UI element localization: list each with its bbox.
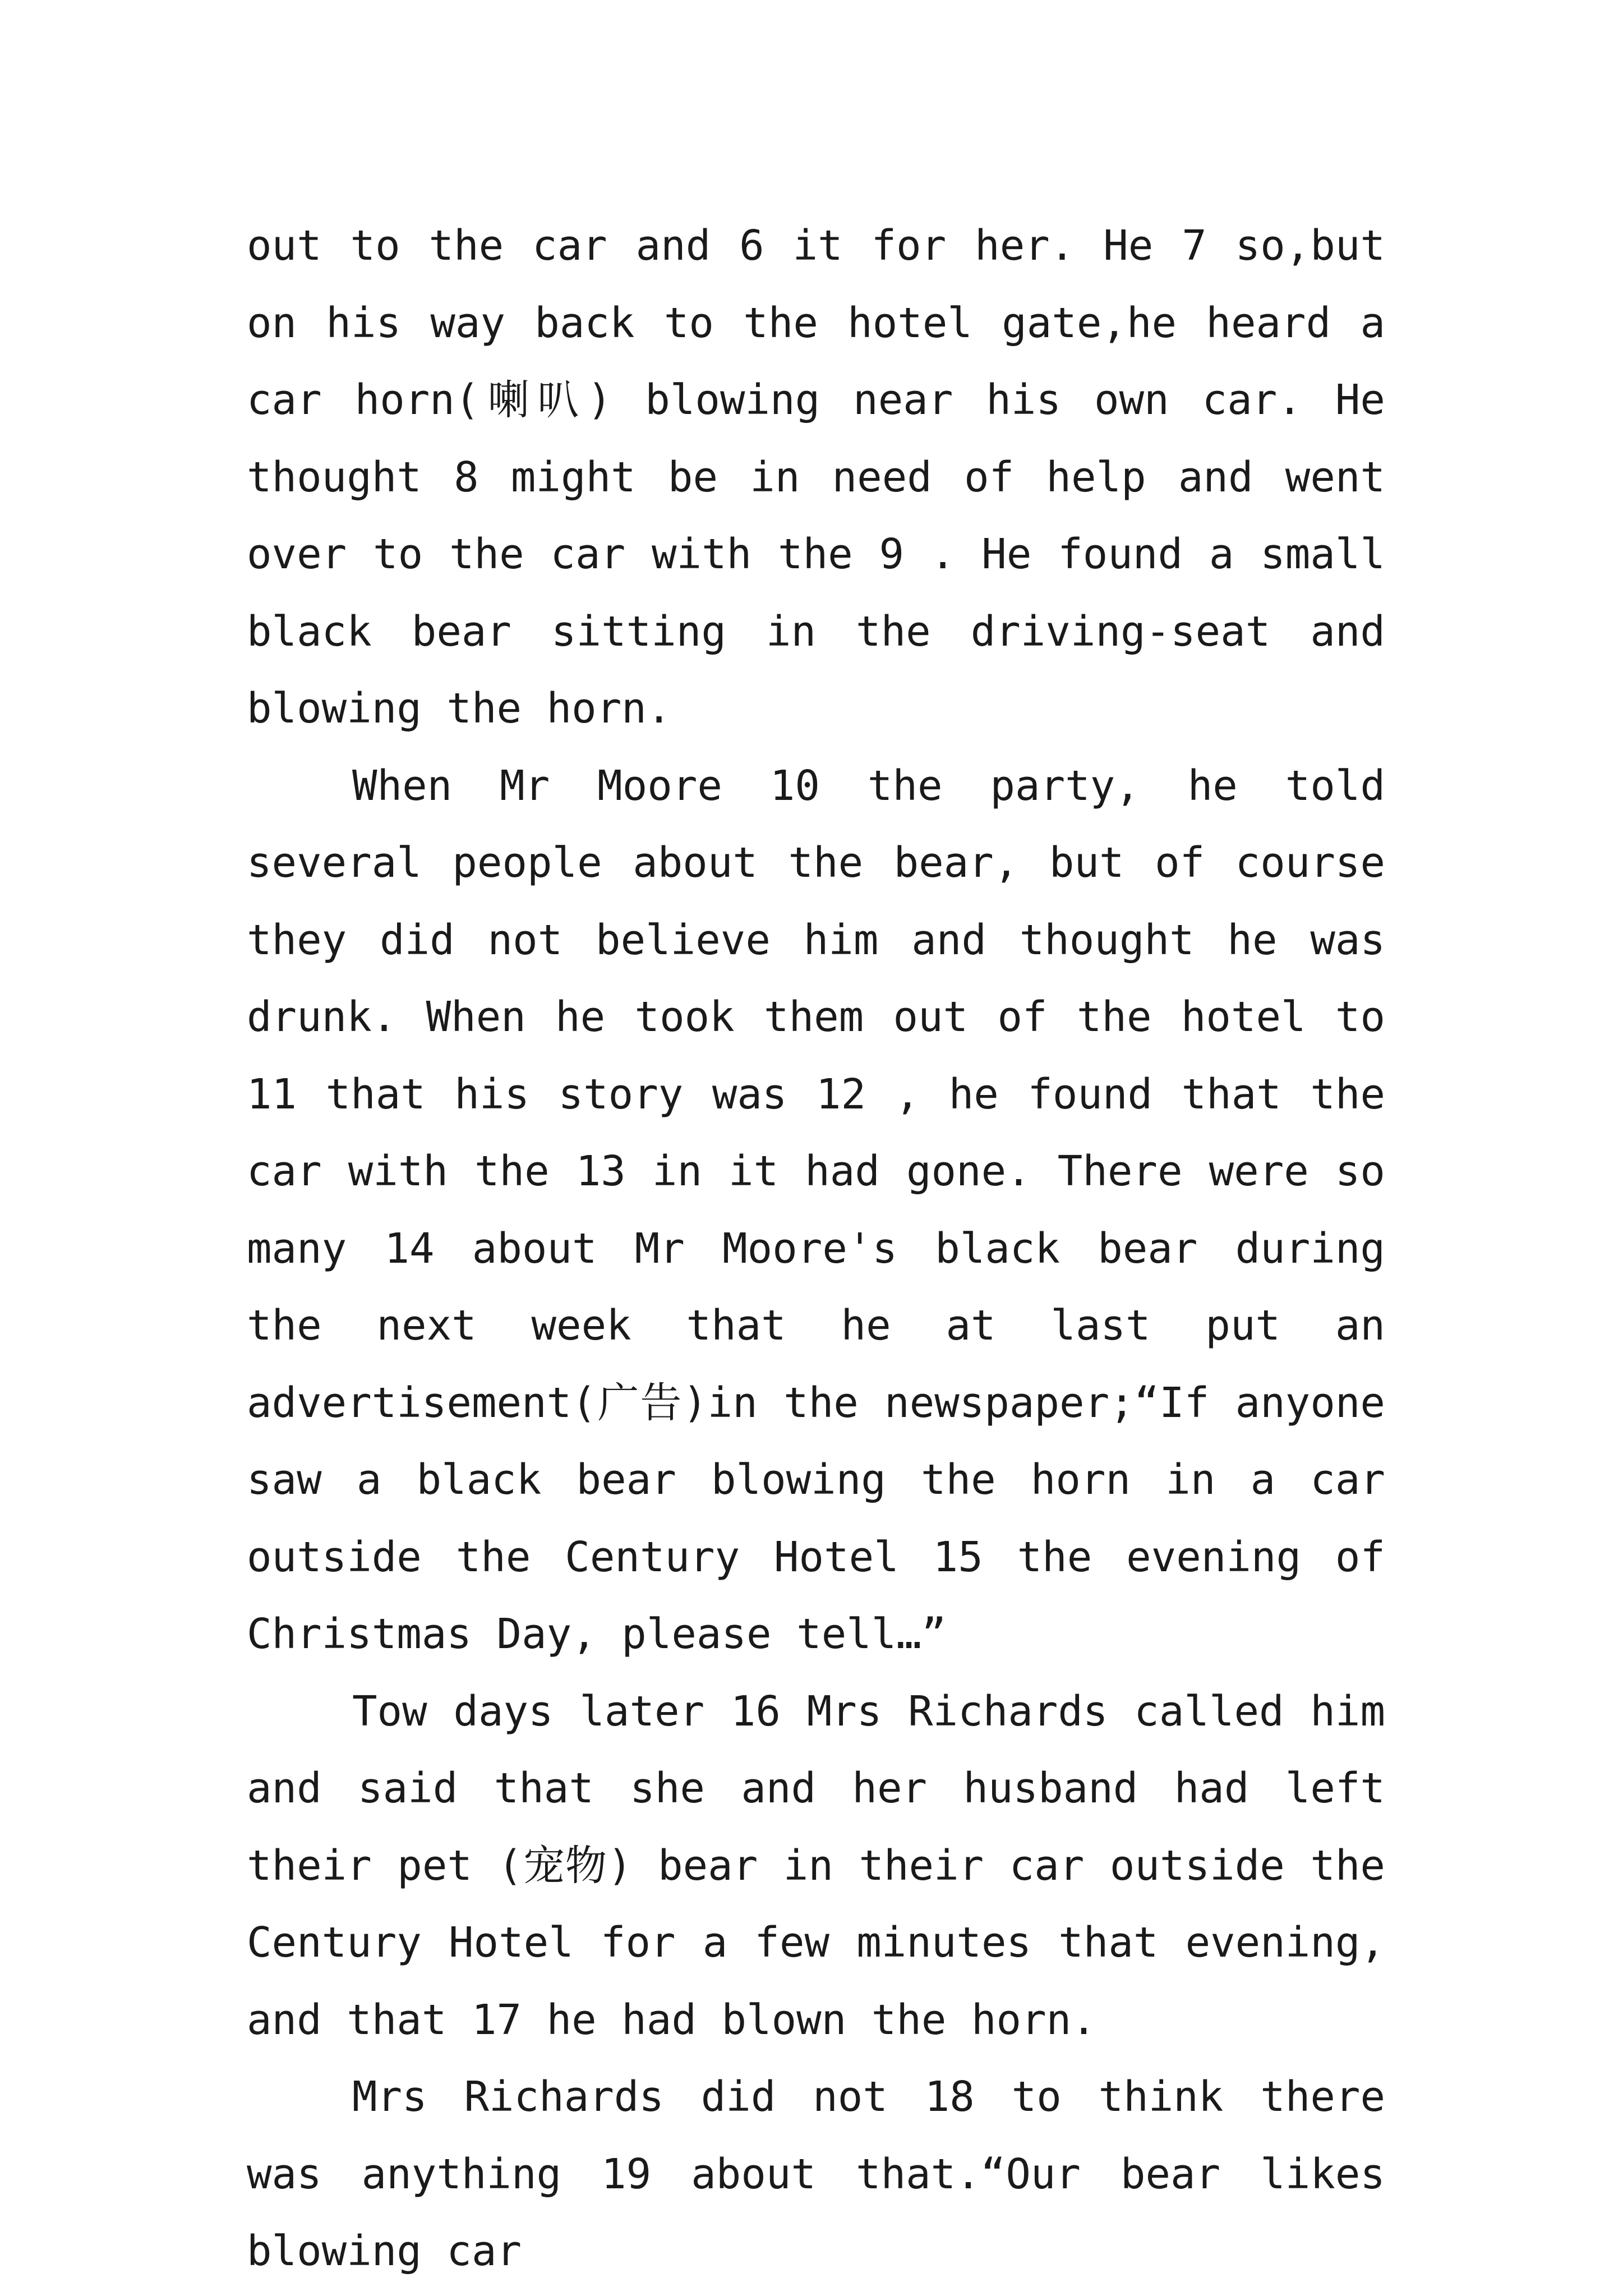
paragraph-1: out to the car and 6 it for her. He 7 so,but on his way back to the hotel gate,he heard a car horn(喇叭) blowing near his own car. He thought 8 might be in need of help and went over to the car with the 9 . He found a small black bear sitting in the driving-seat and blowing the horn.: [247, 222, 1385, 733]
paragraph-3: Tow days later 16 Mrs Richards called him and said that she and her husband had left their pet (宠物) bear in their car outside the Century Hotel for a few minutes that evening, and that 17 he had blown the horn.: [247, 1687, 1385, 2044]
document-body: [247, 208, 1385, 2290]
paragraph-2: When Mr Moore 10 the party, he told several people about the bear, but of course they did not believe him and thought he was drunk. When he took them out of the hotel to 11 that his story was 12 , he found that the car with the 13 in it had gone. There were so many 14 about Mr Moore's black bear during the next week that he at last put an advertisement(广告)in the newspaper;“If anyone saw a black bear blowing the horn in a car outside the Century Hotel 15 the evening of Christmas Day, please tell…”: [247, 761, 1385, 1658]
paragraph-4: Mrs Richards did not 18 to think there was anything 19 about that.“Our bear likes blowing car: [247, 2073, 1385, 2275]
